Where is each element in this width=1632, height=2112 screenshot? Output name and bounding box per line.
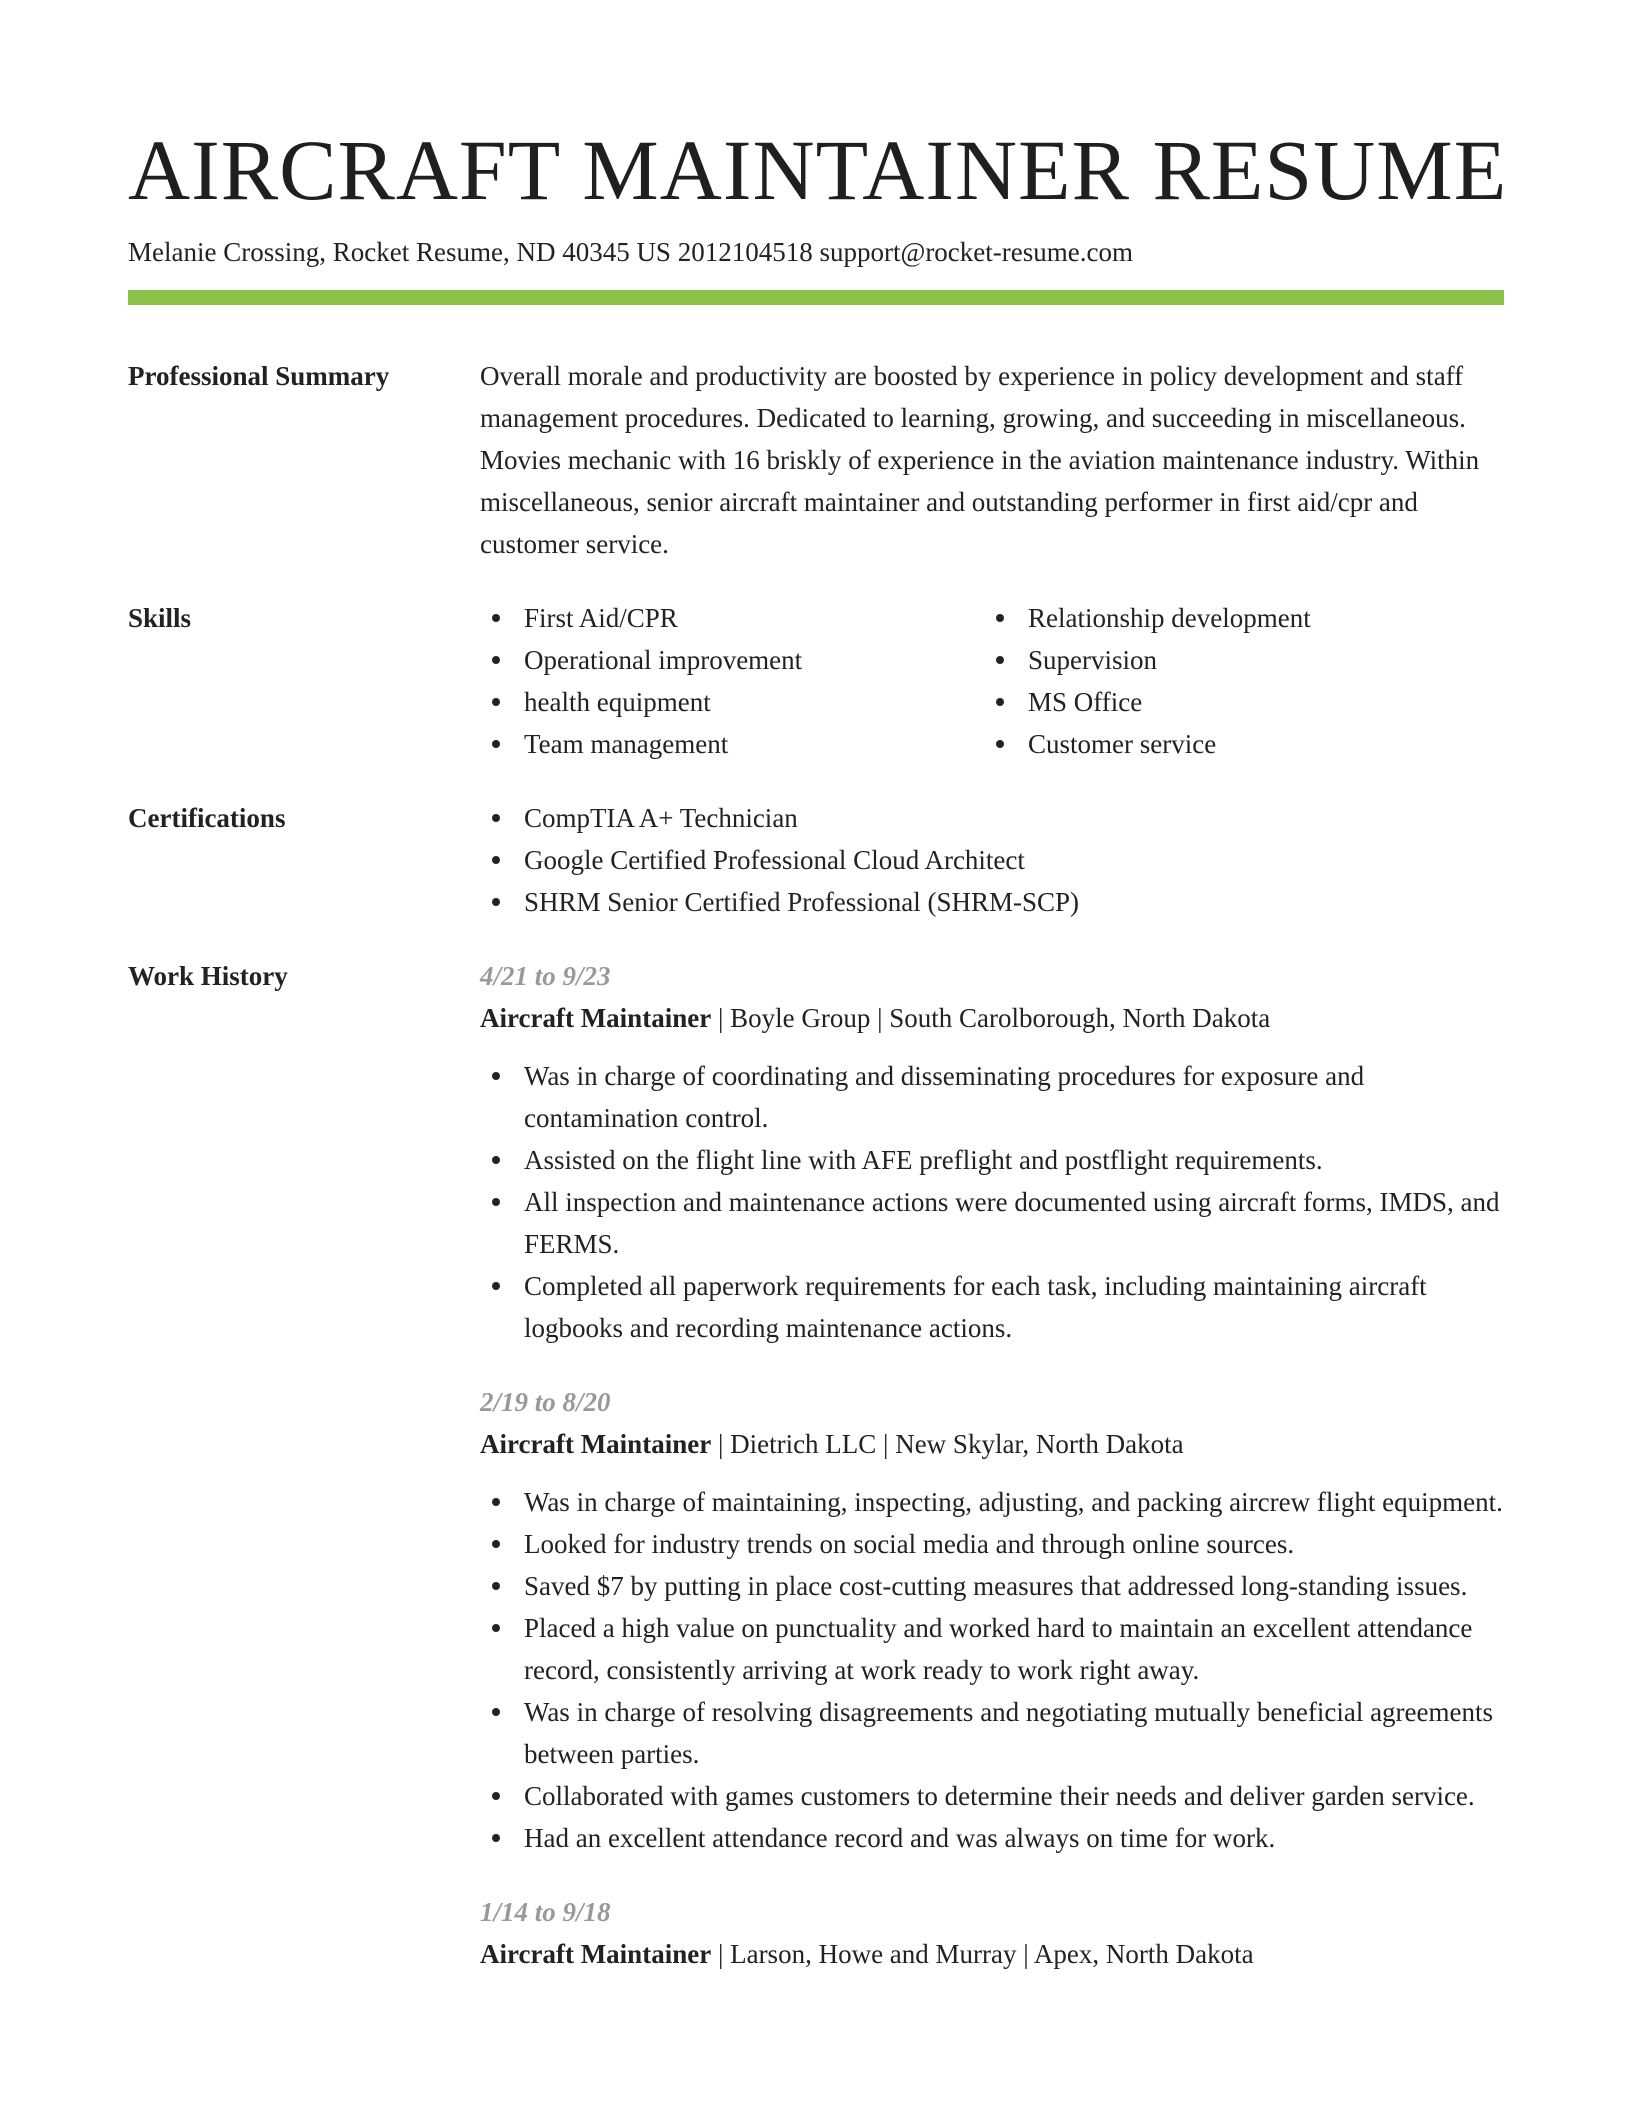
certifications-list xyxy=(480,797,1504,923)
job-entry xyxy=(480,955,1504,1349)
skills-list-left xyxy=(480,597,984,765)
resume-title: AIRCRAFT MAINTAINER RESUME xyxy=(128,122,1508,218)
skills-section xyxy=(128,597,1504,765)
job-bullet: Was in charge of resolving disagreements and negotiating mutually beneficial agreements between parties. xyxy=(480,1691,1504,1775)
job-details: | Boyle Group | South Carolborough, North Dakota xyxy=(711,1003,1271,1033)
section-label: Work History xyxy=(128,961,288,991)
job-details: | Dietrich LLC | New Skylar, North Dakota xyxy=(711,1429,1184,1459)
job-title: Aircraft Maintainer xyxy=(480,1003,712,1033)
job-bullet: All inspection and maintenance actions were documented using aircraft forms, IMDS, and FERMS. xyxy=(480,1181,1504,1265)
job-heading xyxy=(480,997,1504,1039)
job-dates: 2/19 to 8/20 xyxy=(480,1387,611,1417)
job-bullet: Was in charge of coordinating and disseminating procedures for exposure and contamination control. xyxy=(480,1055,1504,1139)
certification-item: SHRM Senior Certified Professional (SHRM-SCP) xyxy=(480,881,1504,923)
skill-item: health equipment xyxy=(480,681,984,723)
job-bullet: Completed all paperwork requirements for each task, including maintaining aircraft logbooks and recording maintenance actions. xyxy=(480,1265,1504,1349)
skill-item: Operational improvement xyxy=(480,639,984,681)
job-bullet: Saved $7 by putting in place cost-cutting measures that addressed long-standing issues. xyxy=(480,1565,1504,1607)
contact-line: Melanie Crossing, Rocket Resume, ND 40345 US 2012104518 support@rocket-resume.com xyxy=(128,237,1133,267)
skill-item: Supervision xyxy=(984,639,1488,681)
job-bullet: Collaborated with games customers to determine their needs and deliver garden service. xyxy=(480,1775,1504,1817)
summary-text: Overall morale and productivity are boosted by experience in policy development and staff management procedures. Dedicated to learning, growing, and succeeding in miscellaneous. Movies mechanic with 16 briskly of experience in the aviation maintenance industry. Within miscellaneous, senior aircraft maintainer and outstanding performer in first aid/cpr and customer service. xyxy=(480,361,1480,559)
job-entry xyxy=(480,1381,1504,1859)
job-bullet: Assisted on the flight line with AFE preflight and postflight requirements. xyxy=(480,1139,1504,1181)
certifications-body xyxy=(480,797,1504,923)
job-details: | Larson, Howe and Murray | Apex, North Dakota xyxy=(711,1939,1254,1969)
job-bullets xyxy=(480,1055,1504,1349)
skills-list-right xyxy=(984,597,1488,765)
job-bullet: Had an excellent attendance record and was always on time for work. xyxy=(480,1817,1504,1859)
job-dates: 1/14 to 9/18 xyxy=(480,1897,611,1927)
job-bullet: Placed a high value on punctuality and worked hard to maintain an excellent attendance record, consistently arriving at work ready to work right away. xyxy=(480,1607,1504,1691)
section-label: Professional Summary xyxy=(128,361,390,391)
skill-item: Relationship development xyxy=(984,597,1488,639)
job-title: Aircraft Maintainer xyxy=(480,1939,712,1969)
job-entry xyxy=(480,1891,1504,1975)
skill-item: First Aid/CPR xyxy=(480,597,984,639)
job-bullet: Looked for industry trends on social media and through online sources. xyxy=(480,1523,1504,1565)
job-heading xyxy=(480,1933,1504,1975)
certification-item: CompTIA A+ Technician xyxy=(480,797,1504,839)
job-bullets xyxy=(480,1481,1504,1859)
section-label: Skills xyxy=(128,603,192,633)
skill-item: Customer service xyxy=(984,723,1488,765)
work-history-section xyxy=(128,955,1504,2007)
job-bullet: Was in charge of maintaining, inspecting, adjusting, and packing aircrew flight equipment. xyxy=(480,1481,1504,1523)
professional-summary-section xyxy=(128,355,1504,565)
work-history-body xyxy=(480,955,1504,2007)
accent-divider xyxy=(128,290,1504,305)
skills-columns xyxy=(480,597,1504,765)
job-dates: 4/21 to 9/23 xyxy=(480,961,611,991)
job-heading xyxy=(480,1423,1504,1465)
job-title: Aircraft Maintainer xyxy=(480,1429,712,1459)
skill-item: Team management xyxy=(480,723,984,765)
section-label: Certifications xyxy=(128,803,286,833)
certifications-section xyxy=(128,797,1504,923)
skill-item: MS Office xyxy=(984,681,1488,723)
certification-item: Google Certified Professional Cloud Architect xyxy=(480,839,1504,881)
